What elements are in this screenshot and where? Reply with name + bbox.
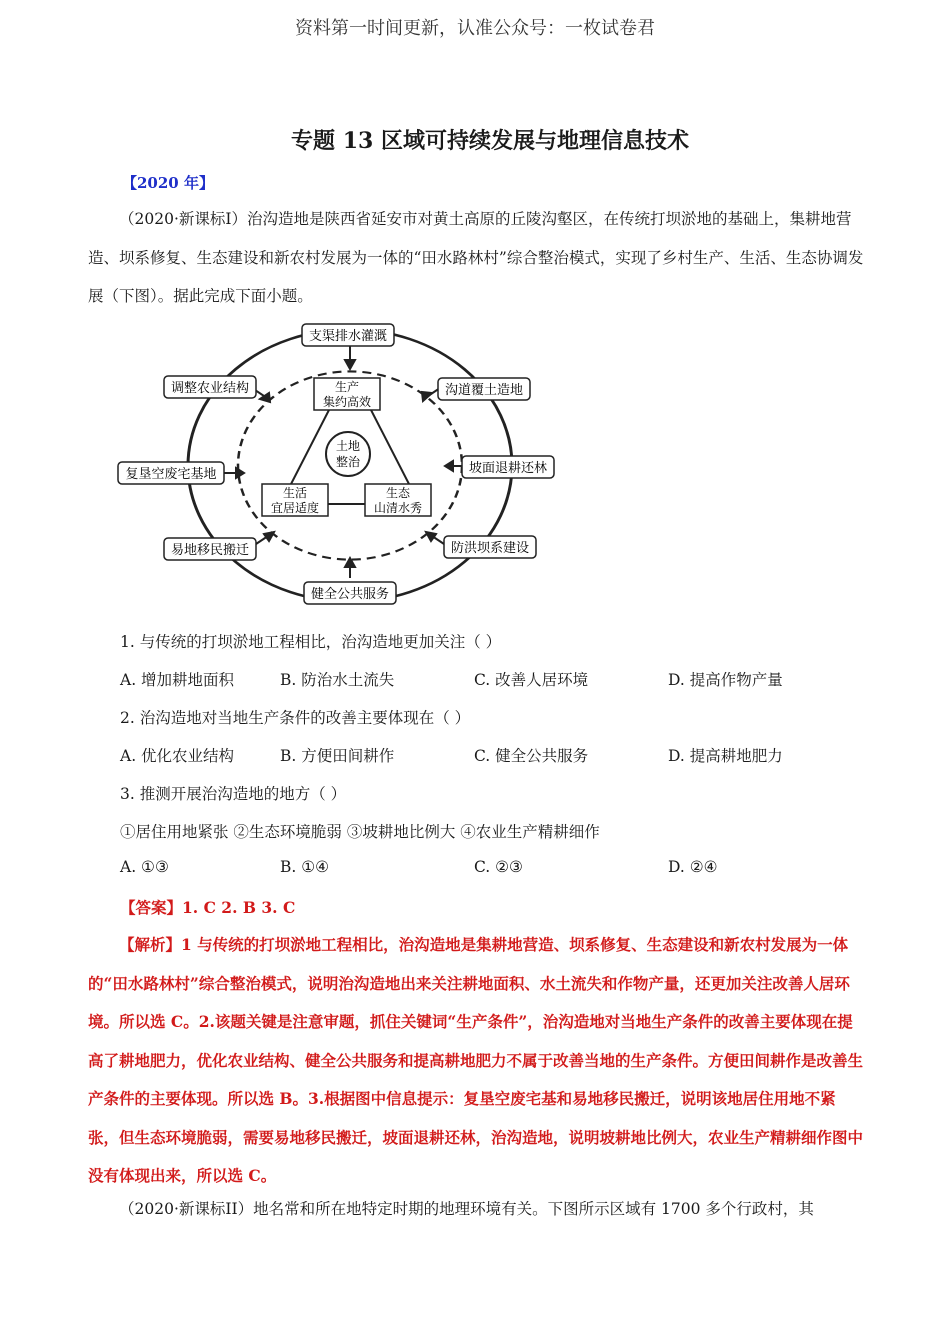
header-note: 资料第一时间更新，认准公众号：一枚试卷君 (295, 18, 655, 39)
question-1-option-c: C. 改善人居环境 (474, 671, 589, 689)
question-3-statements: ①居住用地紧张 ②生态环境脆弱 ③坡耕地比例大 ④农业生产精耕细作 (120, 823, 600, 841)
question-3-option-a: A. ①③ (120, 858, 169, 876)
arrow-top-head (345, 360, 355, 369)
center-text-1: 土地 (335, 439, 361, 453)
question-1-stem: 1. 与传统的打坝淤地工程相比，治沟造地更加关注（ ） (120, 633, 502, 651)
next-question-intro: （2020·新课标II）地名常和所在地特定时期的地理环境有关。下图所示区域有 1700 多个行政村，其 (119, 1200, 814, 1218)
question-2-option-a: A. 优化农业结构 (120, 747, 235, 765)
question-2-option-d: D. 提高耕地肥力 (668, 747, 783, 765)
label-top: 支渠排水灌溉 (308, 329, 388, 344)
label-bottom: 健全公共服务 (310, 587, 390, 602)
label-right: 坡面退耕还林 (468, 461, 548, 476)
label-bottom-left: 易地移民搬迁 (170, 543, 250, 558)
triangle-edge-left (290, 408, 330, 486)
question-2-stem: 2. 治沟造地对当地生产条件的改善主要体现在（ ） (120, 709, 471, 727)
year-tag: 【2020 年】 (122, 174, 214, 192)
box-ecology-text-1: 生态 (385, 486, 411, 500)
arrow-bottom-right-head (426, 532, 436, 541)
question-2-option-c: C. 健全公共服务 (474, 747, 589, 765)
label-top-right: 沟道覆土造地 (444, 383, 524, 398)
arrow-left-head (236, 468, 244, 478)
box-production-text-2: 集约高效 (322, 395, 372, 409)
box-production-text-1: 生产 (334, 380, 360, 394)
question-1-option-b: B. 防治水土流失 (280, 671, 395, 689)
label-top-left: 调整农业结构 (170, 381, 250, 396)
analysis-paragraph: 【解析】1 与传统的打坝淤地工程相比，治沟造地是集耕地营造、坝系修复、生态建设和新农村发展为一体的“田水路林村”综合整治模式，说明治沟造地出来关注耕地面积、水土流失和作物产量，还更加关注改善人居环境。所以选 C。2.该题关键是注意审题，抓住关键词“生产条件”，治沟造地对当地生产条件的改善主要体现在提高了耕地肥力，优化农业结构、健全公共服务和提高耕地肥力不属于改善当地的生产条件。方便田间耕作是改善生产条件的主要体现。所以选 B。3.根据图中信息提示：复垦空废宅基和易地移民搬迁，说明该地居住用地不紧张，但生态环境脆弱，需要易地移民搬迁，坡面退耕还林，治沟造地，说明坡耕地比例大，农业生产精耕细作图中没有体现出来，所以选 C。 (88, 935, 864, 1185)
label-left: 复垦空废宅基地 (125, 467, 217, 482)
arrow-bottom-left-head (264, 532, 274, 541)
page-title: 专题 13 区域可持续发展与地理信息技术 (291, 128, 689, 154)
box-living-text-1: 生活 (282, 486, 308, 500)
arrow-right-head (445, 461, 453, 471)
question-1-option-d: D. 提高作物产量 (668, 671, 783, 689)
triangle-edge-right (370, 408, 410, 486)
box-ecology-text-2: 山清水秀 (373, 501, 423, 515)
question-3-option-d: D. ②④ (668, 858, 718, 876)
question-2-option-b: B. 方便田间耕作 (280, 747, 395, 765)
land-consolidation-diagram (110, 316, 570, 616)
center-text-2: 整治 (335, 455, 361, 469)
question-3-option-c: C. ②③ (474, 858, 523, 876)
box-living-text-2: 宜居适度 (270, 501, 320, 515)
intro-paragraph: （2020·新课标I）治沟造地是陕西省延安市对黄土高原的丘陵沟壑区，在传统打坝淤地的基础上，集耕地营造、坝系修复、生态建设和新农村发展为一体的“田水路林村”综合整治模式，实现了乡村生产、生活、生态协调发展（下图）。据此完成下面小题。 (88, 210, 864, 305)
question-1-option-a: A. 增加耕地面积 (120, 671, 235, 689)
question-3-stem: 3. 推测开展治沟造地的地方（ ） (120, 785, 347, 803)
question-3-option-b: B. ①④ (280, 858, 330, 876)
answer-line: 【答案】1. C 2. B 3. C (120, 898, 296, 917)
label-bottom-right: 防洪坝系建设 (450, 541, 530, 556)
